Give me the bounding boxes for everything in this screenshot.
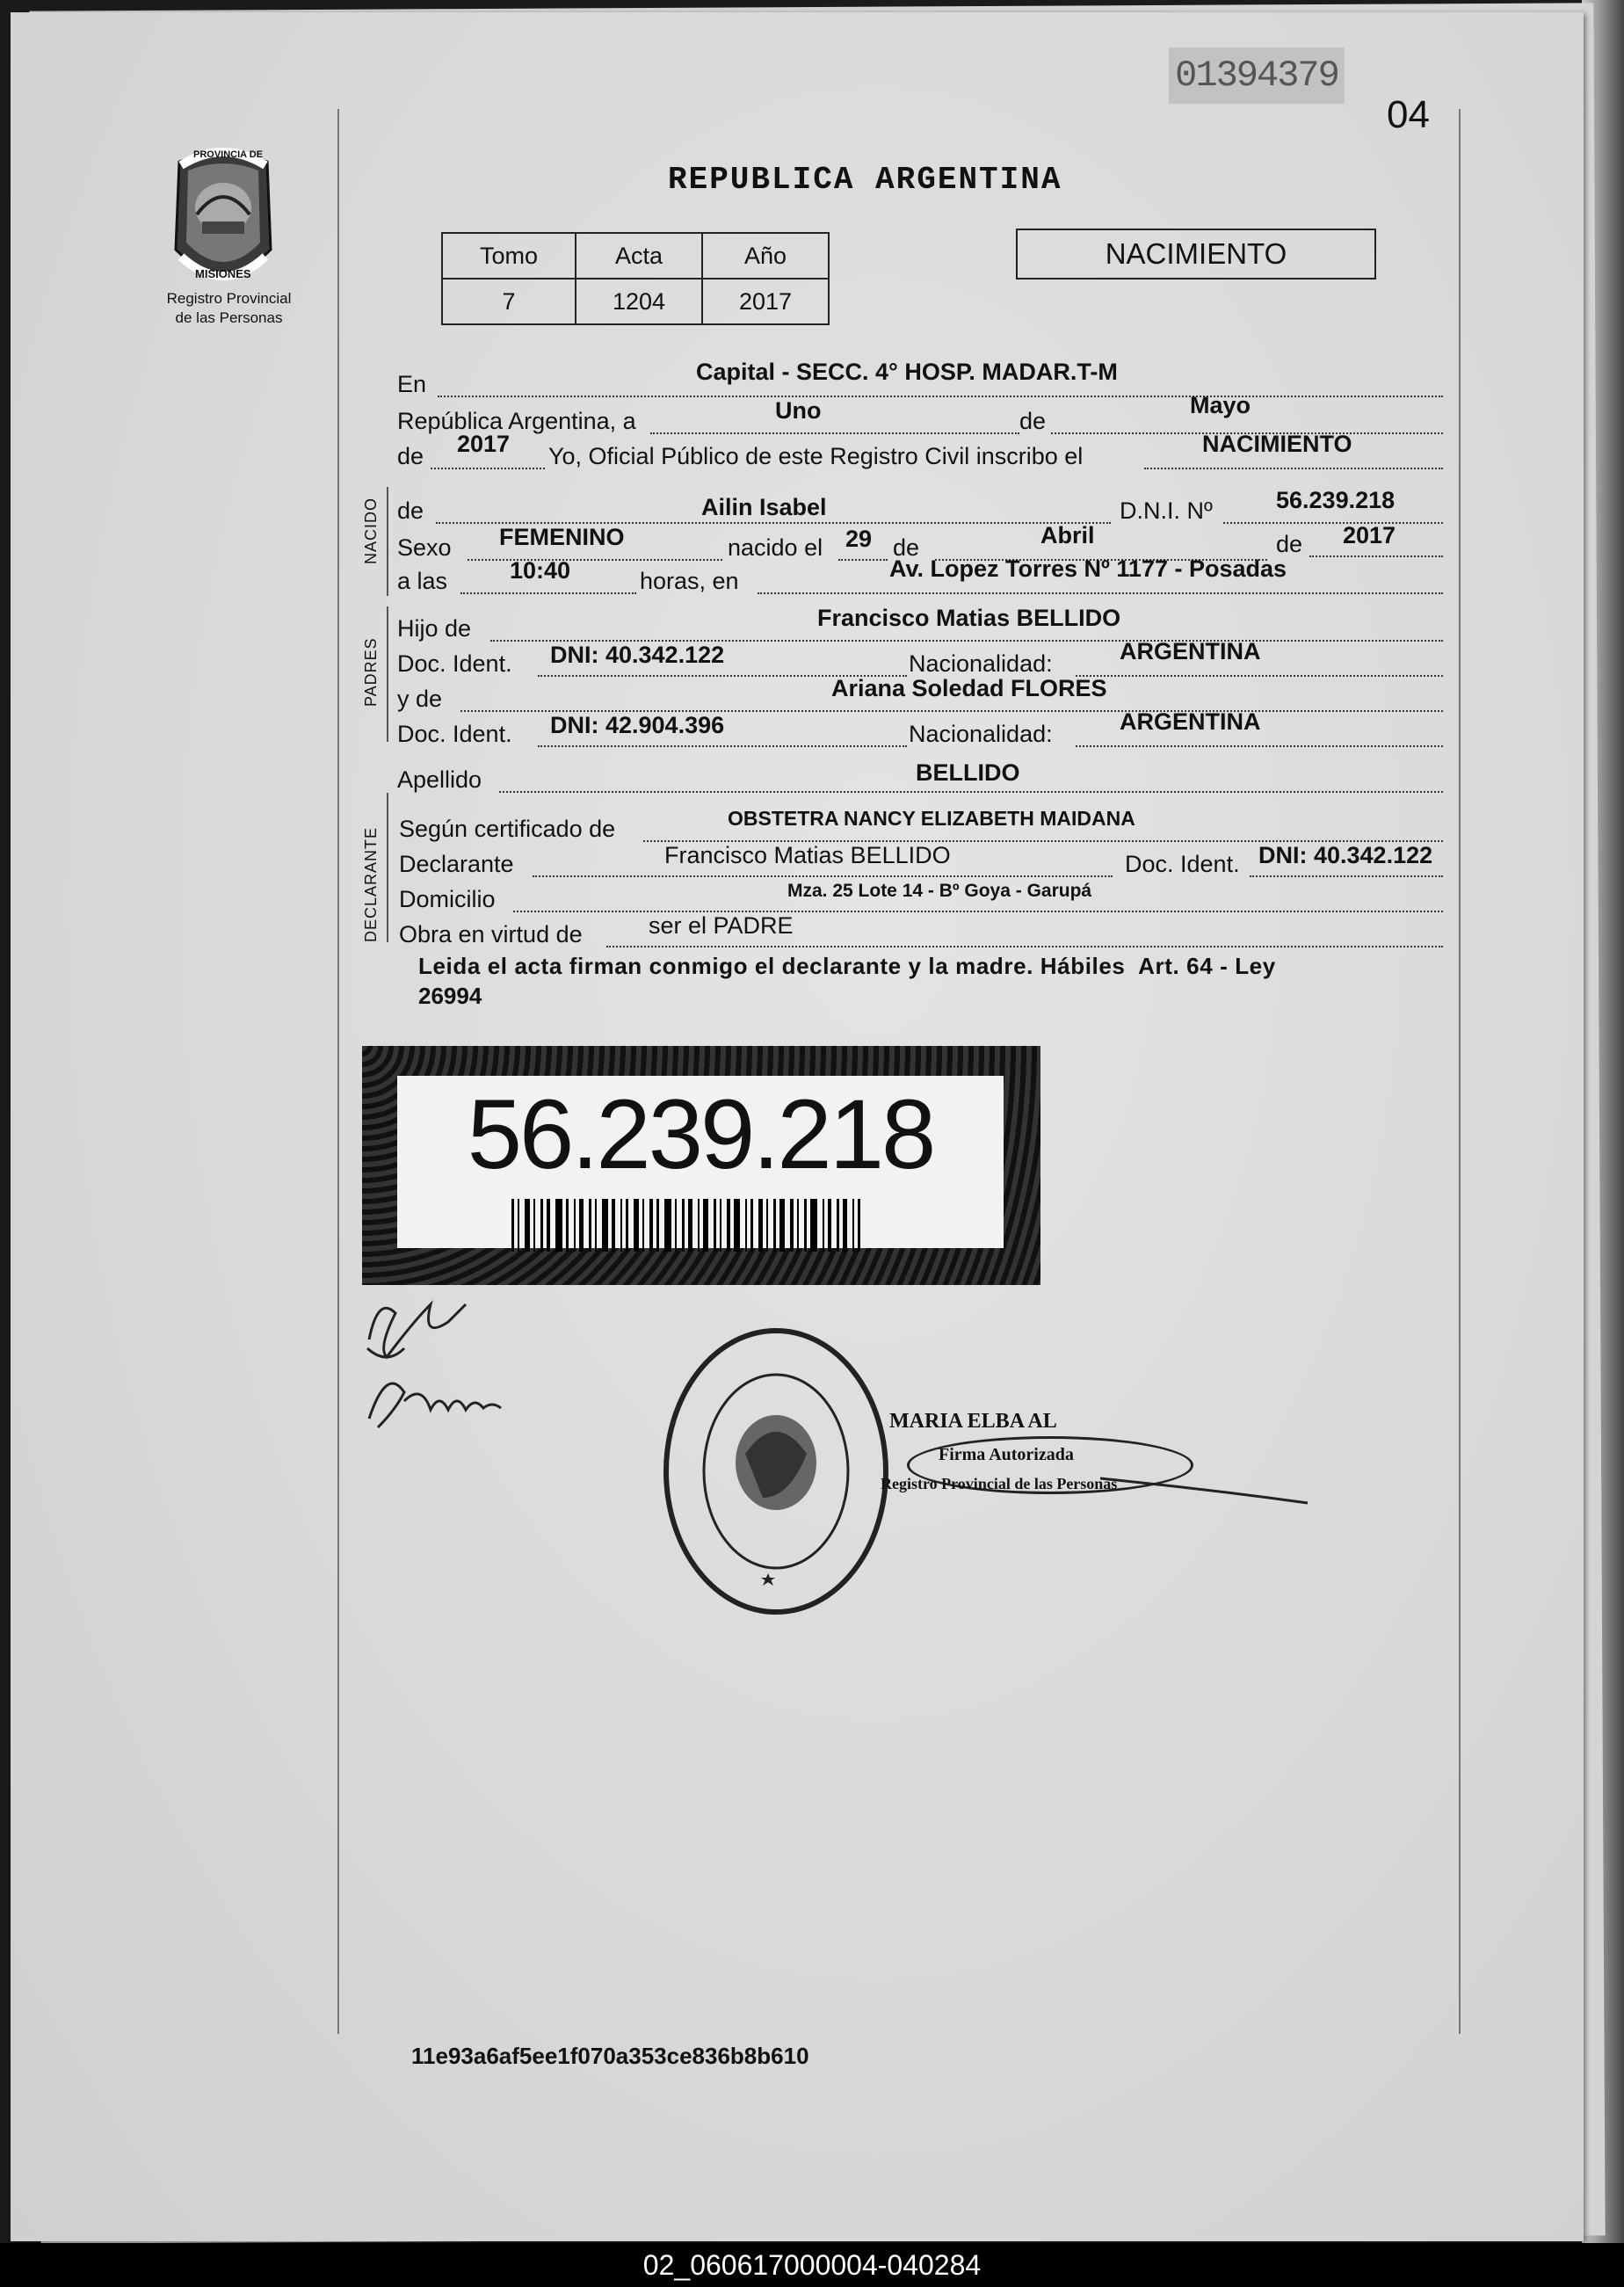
alas-label: a las	[397, 568, 448, 594]
sexo-value: FEMENINO	[499, 524, 625, 550]
apellido-value: BELLIDO	[916, 759, 1020, 786]
barcode-bar	[533, 1199, 535, 1252]
month-value: Mayo	[1190, 392, 1251, 418]
declarante-doc: DNI: 40.342.122	[1258, 842, 1433, 868]
signer-name: MARIA ELBA AL	[889, 1410, 1057, 1433]
barcode-bar	[547, 1199, 550, 1252]
province-logo	[162, 144, 285, 294]
dotted-line	[650, 432, 1019, 434]
doc-label: Doc. Ident.	[397, 650, 512, 677]
section-divider	[387, 606, 388, 742]
nacido-label: nacido el	[728, 534, 823, 561]
de2-label: de	[397, 443, 424, 469]
section-label-nacido: NACIDO	[362, 497, 380, 564]
barcode-bar	[837, 1199, 839, 1252]
barcode-bar	[540, 1199, 543, 1252]
mother-doc: DNI: 42.904.396	[550, 712, 725, 738]
inscribo-value: NACIMIENTO	[1202, 431, 1352, 457]
barcode-bar	[810, 1199, 817, 1252]
en-value: Capital - SECC. 4° HOSP. MADAR.T-M	[696, 359, 1118, 385]
barcode-bar	[555, 1199, 562, 1252]
dotted-line	[1223, 522, 1443, 524]
birth-time: 10:40	[510, 557, 571, 584]
declarante-label: Declarante	[399, 851, 514, 877]
barcode-bar	[858, 1199, 860, 1252]
barcode-bar	[574, 1199, 576, 1252]
dotted-line	[838, 559, 888, 561]
nacionalidad-label: Nacionalidad:	[909, 650, 1053, 677]
barcode-bar	[727, 1199, 730, 1252]
de3-label: de	[397, 497, 424, 524]
birth-place: Av. Lopez Torres Nº 1177 - Posadas	[889, 555, 1287, 582]
right-margin-line	[1459, 109, 1461, 2034]
segun-value: OBSTETRA NANCY ELIZABETH MAIDANA	[728, 807, 1135, 830]
barcode-bar	[797, 1199, 799, 1252]
dotted-line	[460, 592, 636, 594]
mother-name: Ariana Soledad FLORES	[831, 675, 1107, 701]
segun-label: Según certificado de	[399, 816, 616, 842]
domicilio-value: Mza. 25 Lote 14 - Bº Goya - Garupá	[787, 881, 1092, 901]
dotted-line	[1076, 745, 1443, 747]
barcode-bar	[649, 1199, 653, 1252]
oficial-text: Yo, Oficial Público de este Registro Civil inscribo el	[548, 443, 1084, 469]
father-nationality: ARGENTINA	[1120, 638, 1261, 664]
left-margin-line	[337, 109, 339, 2034]
barcode-bar	[682, 1199, 685, 1252]
dotted-line	[533, 875, 1113, 877]
logo-text-top: PROVINCIA DE	[193, 149, 264, 160]
official-seal	[657, 1322, 895, 1621]
table-header: Acta	[576, 233, 702, 279]
signer-role: Firma Autorizada	[939, 1445, 1074, 1464]
document-hash: 11e93a6af5ee1f070a353ce836b8b610	[411, 2043, 809, 2069]
barcode-bar	[758, 1199, 763, 1252]
barcode-bar	[766, 1199, 768, 1252]
table-cell: 2017	[702, 279, 829, 324]
birth-day: 29	[845, 526, 873, 552]
barcode-bar	[626, 1199, 628, 1252]
act-type-box: NACIMIENTO	[1016, 229, 1376, 280]
dotted-line	[1144, 468, 1443, 469]
barcode-bar	[525, 1199, 530, 1252]
barcode-label	[362, 1046, 1040, 1285]
seal-stamp-icon	[657, 1322, 895, 1621]
year-value: 2017	[457, 431, 511, 457]
de4-label: de	[893, 534, 920, 561]
declarante-value: Francisco Matias BELLIDO	[664, 842, 951, 868]
doc2-label: Doc. Ident.	[397, 721, 512, 747]
barcode-bar	[511, 1199, 514, 1252]
dotted-line	[499, 791, 1443, 793]
barcode-bar	[804, 1199, 807, 1252]
barcode-bar	[779, 1199, 785, 1252]
table-header: Año	[702, 233, 829, 279]
barcode-bar	[664, 1199, 671, 1252]
barcode-bar	[566, 1199, 569, 1252]
domicilio-label: Domicilio	[399, 886, 496, 912]
record-table	[441, 232, 830, 325]
registry-caption-2: de las Personas	[175, 309, 283, 326]
barcode-bar	[843, 1199, 847, 1252]
page-title: REPUBLICA ARGENTINA	[668, 162, 1062, 198]
logo-text-bottom: MISIONES	[195, 267, 251, 280]
hijo-label: Hijo de	[397, 615, 472, 642]
day-value: Uno	[775, 397, 822, 424]
apellido-label: Apellido	[397, 766, 482, 793]
newborn-name: Ailin Isabel	[701, 494, 827, 520]
table-cell: 1204	[576, 279, 702, 324]
barcode-bar	[579, 1199, 584, 1252]
signature-flores-icon	[360, 1357, 518, 1436]
dotted-line	[1076, 675, 1443, 677]
signature-mother	[360, 1357, 518, 1436]
barcode-bar	[823, 1199, 824, 1252]
sexo-label: Sexo	[397, 534, 452, 561]
dotted-line	[431, 468, 545, 469]
dotted-line	[758, 592, 1443, 594]
barcode-bar	[828, 1199, 831, 1252]
dotted-line	[438, 396, 1443, 397]
section-divider	[387, 487, 388, 596]
barcode-bar	[642, 1199, 644, 1252]
barcode-panel	[397, 1076, 1004, 1248]
closing-text-1: Leida el acta firman conmigo el declarante y la madre. Hábiles Art. 64 - Ley	[418, 953, 1276, 979]
barcode-bar	[750, 1199, 753, 1252]
table-header: Tomo	[442, 233, 576, 279]
barcode-number: 56.239.218	[467, 1079, 934, 1189]
dni-value: 56.239.218	[1276, 487, 1396, 513]
barcode-bar	[720, 1199, 721, 1252]
nacionalidad2-label: Nacionalidad:	[909, 721, 1053, 747]
barcode-bar	[675, 1199, 677, 1252]
registry-caption-1: Registro Provincial	[166, 290, 292, 307]
dni-label: D.N.I. Nº	[1120, 497, 1213, 524]
republica-label: República Argentina, a	[397, 408, 636, 434]
horas-label: horas, en	[640, 568, 739, 594]
de5-label: de	[1276, 531, 1303, 557]
obra-label: Obra en virtud de	[399, 921, 583, 947]
barcode-bar	[688, 1199, 692, 1252]
dotted-line	[606, 946, 1443, 947]
en-label: En	[397, 371, 427, 397]
birth-month: Abril	[1040, 522, 1095, 548]
signer-org: Registro Provincial de las Personas	[881, 1475, 1118, 1492]
barcode-bar	[734, 1199, 740, 1252]
birth-year: 2017	[1343, 522, 1396, 548]
barcode-bar	[620, 1199, 622, 1252]
barcode-bar	[773, 1199, 776, 1252]
section-label-padres: PADRES	[362, 637, 380, 707]
barcode-bar	[518, 1199, 519, 1252]
barcode-bar	[612, 1199, 615, 1252]
barcode-bar	[595, 1199, 597, 1252]
dotted-line	[538, 745, 907, 747]
section-label-declarante: DECLARANTE	[362, 826, 380, 942]
barcode-bar	[714, 1199, 716, 1252]
barcode-bar	[656, 1199, 659, 1252]
obra-value: ser el PADRE	[649, 912, 794, 939]
barcode-bar	[745, 1199, 747, 1252]
doc3-label: Doc. Ident.	[1125, 851, 1240, 877]
mother-nationality: ARGENTINA	[1120, 708, 1261, 735]
barcode-bar	[852, 1199, 854, 1252]
table-cell: 7	[442, 279, 576, 324]
father-doc: DNI: 40.342.122	[550, 642, 725, 668]
barcode-bar	[634, 1199, 639, 1252]
dotted-line	[468, 559, 722, 561]
dotted-line	[1309, 555, 1443, 557]
section-divider	[387, 793, 388, 942]
serial-number: 01394379	[1169, 47, 1345, 104]
barcode-bars	[511, 1199, 866, 1252]
yde-label: y de	[397, 686, 443, 712]
closing-text-2: 26994	[418, 983, 482, 1009]
footer-id: 02_060617000004-040284	[0, 2243, 1624, 2287]
dotted-line	[1250, 875, 1443, 877]
de-label: de	[1019, 408, 1047, 434]
barcode-bar	[602, 1199, 608, 1252]
barcode-bar	[790, 1199, 794, 1252]
father-name: Francisco Matias BELLIDO	[817, 605, 1121, 631]
page-number: 04	[1387, 93, 1430, 136]
barcode-bar	[703, 1199, 708, 1252]
barcode-bar	[698, 1199, 700, 1252]
birth-certificate-sheet	[11, 12, 1584, 2241]
signature-stroke	[1100, 1471, 1311, 1507]
barcode-bar	[589, 1199, 591, 1252]
